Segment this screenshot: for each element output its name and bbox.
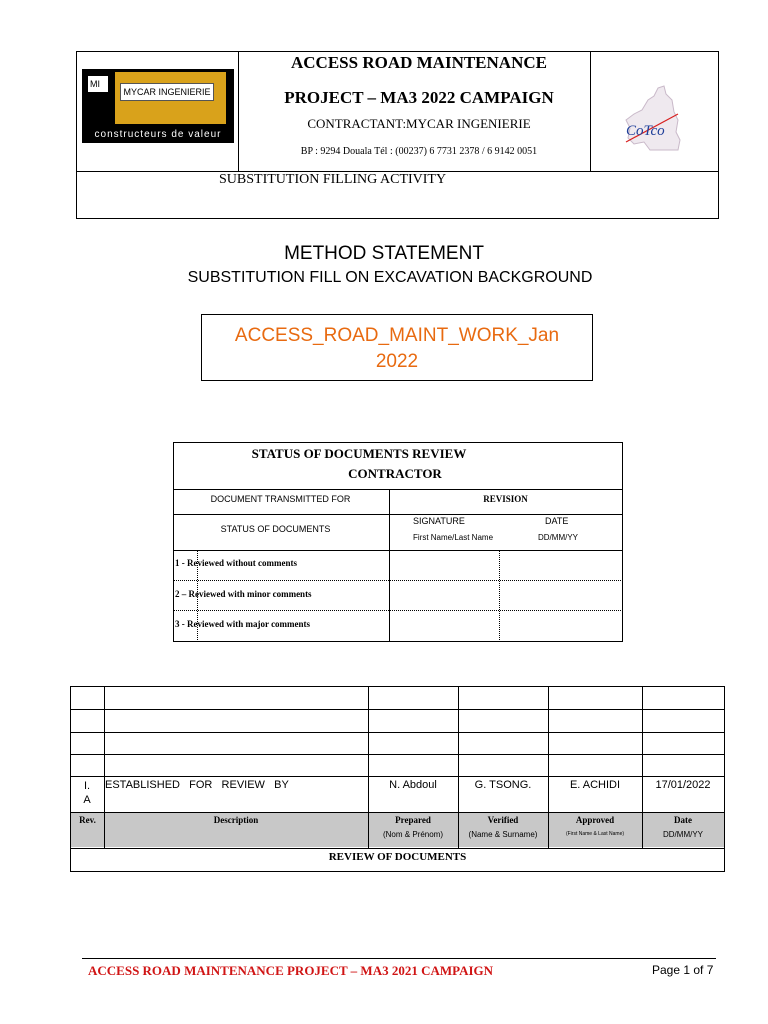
- date-sublabel: DD/MM/YY: [538, 533, 578, 542]
- verified-column-subheader: (Name & Surname): [468, 830, 538, 839]
- logo-tagline: constructeurs de valeur: [94, 129, 222, 140]
- revision-date-value: 17/01/2022: [655, 779, 711, 791]
- footer-project-title: ACCESS ROAD MAINTENANCE PROJECT – MA3 2021 CAMPAIGN: [88, 963, 494, 978]
- document-transmitted-label: DOCUMENT TRANSMITTED FOR: [210, 494, 351, 504]
- header-address: BP : 9294 Douala Tél : (00237) 6 7731 2378 / 6 9142 0051: [300, 146, 538, 157]
- document-subtitle: SUBSTITUTION FILL ON EXCAVATION BACKGROUND: [187, 269, 593, 286]
- status-table-title-line1: STATUS OF DOCUMENTS REVIEW: [251, 446, 467, 461]
- revision-prepared-value: N. Abdoul: [389, 779, 437, 791]
- verified-column-header: Verified: [487, 815, 519, 825]
- signature-sublabel: First Name/Last Name: [413, 533, 494, 542]
- signature-label: SIGNATURE: [413, 516, 465, 526]
- status-of-documents-label: STATUS OF DOCUMENTS: [220, 524, 331, 534]
- mycar-logo: [82, 69, 234, 143]
- header-contractant: CONTRACTANT:MYCAR INGENIERIE: [307, 116, 531, 131]
- description-column-header: Description: [213, 815, 259, 825]
- date-column-subheader: DD/MM/YY: [663, 830, 703, 839]
- revision-verified-value: G. TSONG.: [474, 779, 532, 791]
- header-title-line2: PROJECT – MA3 2022 CAMPAIGN: [284, 88, 554, 107]
- document-reference-box: [201, 314, 593, 381]
- status-table-title-line2: CONTRACTOR: [348, 466, 442, 481]
- prepared-column-header: Prepared: [395, 815, 431, 825]
- svg-text:CoTco: CoTco: [626, 123, 665, 139]
- header-activity: SUBSTITUTION FILLING ACTIVITY: [219, 172, 447, 187]
- document-reference-line1: ACCESS_ROAD_MAINT_WORK_Jan: [234, 325, 560, 346]
- footer-page-number: Page 1 of 7: [652, 963, 714, 977]
- status-option-1: 1 - Reviewed without comments: [175, 558, 297, 568]
- logo-company-name: MYCAR INGENIERIE: [120, 83, 214, 101]
- revision-label: REVISION: [483, 494, 528, 504]
- date-label: DATE: [545, 516, 569, 526]
- approved-column-subheader: (First Name & Last Name): [565, 831, 625, 837]
- status-option-2: 2 – Reviewed with minor comments: [175, 589, 312, 599]
- revision-description-value: ESTABLISHED FOR REVIEW BY: [105, 779, 289, 791]
- document-reference-line2: 2022: [375, 351, 419, 372]
- status-option-3: 3 - Reviewed with major comments: [175, 619, 311, 629]
- document-title: METHOD STATEMENT: [284, 243, 484, 264]
- revision-rev-value: I. A: [83, 780, 91, 806]
- revision-approved-value: E. ACHIDI: [569, 779, 621, 791]
- prepared-column-subheader: (Nom & Prénom): [382, 830, 443, 839]
- date-column-header: Date: [674, 815, 692, 825]
- rev-column-header: Rev.: [79, 815, 96, 825]
- header-title-line1: ACCESS ROAD MAINTENANCE: [291, 53, 547, 72]
- cotco-logo: [620, 84, 682, 152]
- footer-divider: [82, 958, 716, 959]
- logo-mi-mark: MI: [88, 76, 108, 92]
- review-of-documents-label: REVIEW OF DOCUMENTS: [328, 851, 467, 863]
- approved-column-header: Approved: [575, 815, 615, 825]
